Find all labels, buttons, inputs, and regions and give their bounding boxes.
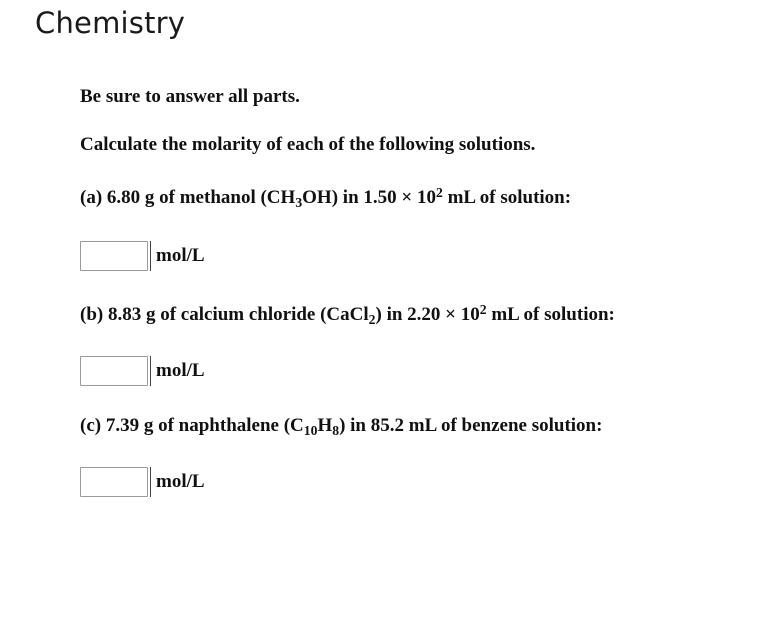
instruction-note: Be sure to answer all parts.: [80, 86, 300, 107]
question-c-text: (c) 7.39 g of naphthalene (C: [80, 415, 304, 436]
question-b-text-mid: ) in 2.20 × 10: [375, 304, 480, 325]
question-a-exponent: 2: [435, 184, 443, 200]
question-b: [80, 301, 615, 327]
unit-label-b: mol/L: [150, 356, 205, 386]
question-a-text: (a) 6.80 g of methanol (CH: [80, 187, 296, 208]
answer-input-b[interactable]: [80, 356, 148, 386]
question-c: [80, 415, 602, 437]
unit-label-a: mol/L: [150, 241, 205, 271]
question-a-subscript: 3: [295, 194, 303, 210]
question-c-text-mid: H: [317, 415, 333, 436]
question-c-subscript-1: 10: [303, 422, 318, 438]
question-c-text-end: ) in 85.2 mL of benzene solution:: [339, 415, 603, 436]
question-c-subscript-2: 8: [332, 422, 340, 438]
answer-row-a: [80, 239, 205, 273]
question-a: [80, 184, 572, 210]
question-a-text-mid: OH) in 1.50 × 10: [302, 187, 436, 208]
answer-input-c[interactable]: [80, 467, 148, 497]
question-b-text-end: mL of solution:: [486, 304, 615, 325]
question-b-text: (b) 8.83 g of calcium chloride (CaCl: [80, 304, 369, 325]
page-title: Chemistry: [35, 6, 186, 40]
question-b-subscript: 2: [368, 311, 376, 327]
question-a-text-end: mL of solution:: [442, 187, 572, 208]
instruction-prompt: Calculate the molarity of each of the following solutions.: [80, 134, 536, 155]
answer-row-b: [80, 354, 205, 388]
answer-input-a[interactable]: [80, 241, 148, 271]
answer-row-c: [80, 465, 205, 499]
question-b-exponent: 2: [479, 301, 487, 317]
unit-label-c: mol/L: [150, 467, 205, 497]
